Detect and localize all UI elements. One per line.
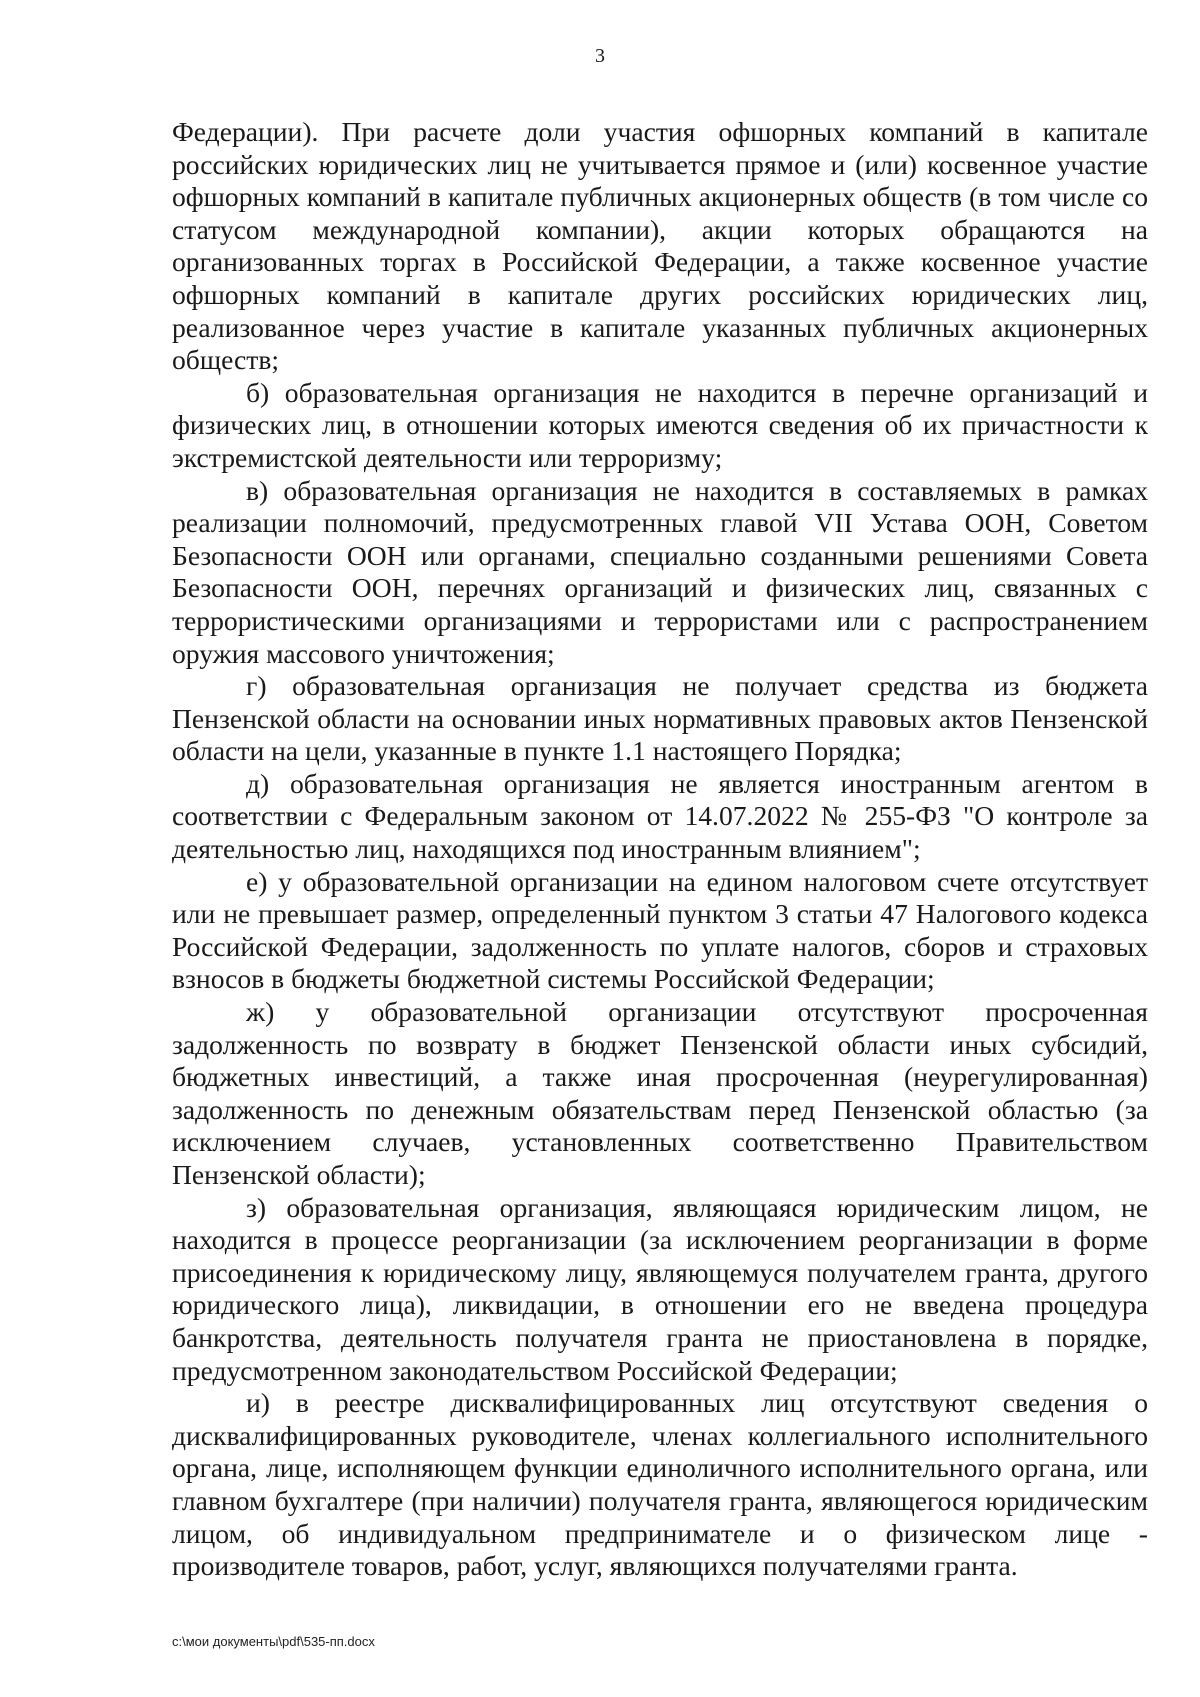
document-body [172,116,1148,1583]
paragraph-item-e: е) у образовательной организации на едином налоговом счете отсутствует или не превышает размер, определенный пунктом 3 статьи 47 Налогового кодекса Российской Федерации, задолженность по уплате налогов, сборов и страховых взносов в бюджеты бюджетной системы Российской Федерации; [172,865,1148,995]
page-number: 3 [595,45,605,67]
footer-file-path: c:\мои документы\pdf\535-пп.docx [172,1634,375,1649]
paragraph-item-b: б) образовательная организация не находится в перечне организаций и физических лиц, в отношении которых имеются сведения об их причастности к экстремистской деятельности или терроризму; [172,376,1148,473]
paragraph-continuation: Федерации). При расчете доли участия офшорных компаний в капитале российских юридических лиц не учитывается прямое и (или) косвенное участие офшорных компаний в капитале публичных акционерных обществ (в том числе со статусом международной компании), акции которых обращаются на организованных торгах в Российской Федерации, а также косвенное участие офшорных компаний в капитале других российских юридических лиц, реализованное через участие в капитале указанных публичных акционерных обществ; [172,116,1148,376]
paragraph-item-i: и) в реестре дисквалифицированных лиц отсутствуют сведения о дисквалифицированных руководителе, членах коллегиального исполнительного органа, лице, исполняющем функции единоличного исполнительного органа, или главном бухгалтере (при наличии) получателя гранта, являющегося юридическим лицом, об индивидуальном предпринимателе и о физическом лице - производителе товаров, работ, услуг, являющихся получателями гранта. [172,1387,1148,1582]
paragraph-item-g: г) образовательная организация не получает средства из бюджета Пензенской области на основании иных нормативных правовых актов Пензенской области на цели, указанные в пункте 1.1 настоящего Порядка; [172,670,1148,767]
paragraph-item-v: в) образовательная организация не находится в составляемых в рамках реализации полномочий, предусмотренных главой VII Устава ООН, Советом Безопасности ООН или органами, специально созданными решениями Совета Безопасности ООН, перечнях организаций и физических лиц, связанных с террористическими организациями и террористами или с распространением оружия массового уничтожения; [172,474,1148,669]
paragraph-item-z: з) образовательная организация, являющаяся юридическим лицом, не находится в процессе реорганизации (за исключением реорганизации в форме присоединения к юридическому лицу, являющемуся получателем гранта, другого юридического лица), ликвидации, в отношении его не введена процедура банкротства, деятельность получателя гранта не приостановлена в порядке, предусмотренном законодательством Российской Федерации; [172,1191,1148,1386]
paragraph-item-zh: ж) у образовательной организации отсутствуют просроченная задолженность по возврату в бюджет Пензенской области иных субсидий, бюджетных инвестиций, а также иная просроченная (неурегулированная) задолженность по денежным обязательствам перед Пензенской областью (за исключением случаев, установленных соответственно Правительством Пензенской области); [172,996,1148,1190]
paragraph-item-d: д) образовательная организация не является иностранным агентом в соответствии с Федеральным законом от 14.07.2022 № 255-ФЗ "О контроле за деятельностью лиц, находящихся под иностранным влиянием"; [172,767,1148,865]
